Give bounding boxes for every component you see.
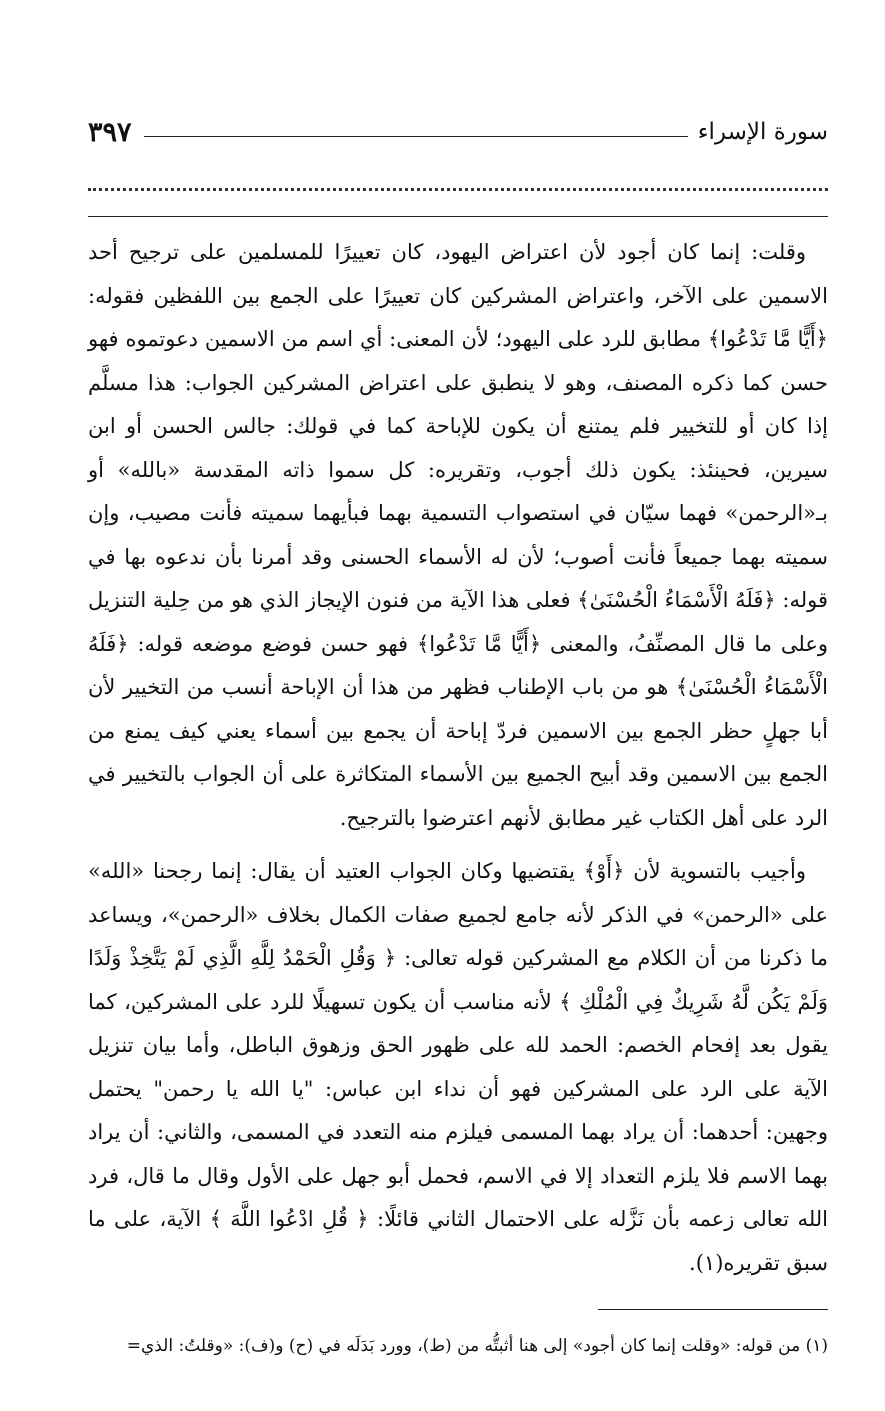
- header-rule: [144, 136, 688, 137]
- page-number: ٣٩٧: [88, 116, 132, 148]
- paragraph-2: وأجيب بالتسوية لأن ﴿أَوْ﴾ يقتضيها وكان الجواب العتيد أن يقال: إنما رجحنا «الله» على «الرحمن» في الذكر لأنه جامع لجميع صفات الكمال بخلاف «الرحمن»، ويساعد ما ذكرنا من أن الكلام مع المشركين قوله تعالى: ﴿ وَقُلِ الْحَمْدُ لِلَّهِ الَّذِي لَمْ يَتَّخِذْ وَلَدًا وَلَمْ يَكُن لَّهُ شَرِيكٌ فِي الْمُلْكِ ﴾ لأنه مناسب أن يكون تسهيلًا للرد على المشركين، كما يقول بعد إفحام الخصم: الحمد لله على ظهور الحق وزهوق الباطل، وأما بيان تنزيل الآية على الرد على المشركين فهو أن نداء ابن عباس: "يا الله يا رحمن" يحتمل وجهين: أحدهما: أن يراد بهما المسمى فيلزم منه التعدد في المسمى، والثاني: أن يراد بهما الاسم فلا يلزم التعداد إلا في الاسم، فحمل أبو جهل على الأول وقال ما قال، فرد الله تعالى زعمه بأن نَزَّله على الاحتمال الثاني قائلًا: ﴿ قُلِ ادْعُوا اللَّهَ ﴾ الآية، على ما سبق تقريره(١).: [88, 859, 828, 1275]
- footnote-1: (١) من قوله: «وقلت إنما كان أجود» إلى هنا أثبتُّه من (ط)، وورد بَدَلَه في (ح) و(ف): «وقلتُ: الذي=: [126, 1336, 828, 1356]
- paragraph-1: وقلت: إنما كان أجود لأن اعتراض اليهود، كان تعييرًا للمسلمين على ترجيح أحد الاسمين على الآخر، واعتراض المشركين كان تعييرًا على الجمع بين اللفظين فقوله: ﴿أَيًّا مَّا تَدْعُوا﴾ مطابق للرد على اليهود؛ لأن المعنى: أي اسم من الاسمين دعوتموه فهو حسن كما ذكره المصنف، وهو لا ينطبق على اعتراض المشركين الجواب: هذا مسلَّم إذا كان أو للتخيير فلم يمتنع أن يكون للإباحة كما في قولك: جالس الحسن أو ابن سيرين، فحينئذ: يكون ذلك أجوب، وتقريره: كل سموا ذاته المقدسة «بالله» أو بـ«الرحمن» فهما سيّان في استصواب التسمية بهما فبأيهما سميته فأنت مصيب، وإن سميته بهما جميعاً فأنت أصوب؛ لأن له الأسماء الحسنى وقد أمرنا بأن ندعوه بها في قوله: ﴿فَلَهُ الْأَسْمَاءُ الْحُسْنَىٰ﴾ فعلى هذا الآية من فنون الإيجاز الذي هو من حِلية التنزيل وعلى ما قال المصنِّفُ، والمعنى ﴿أَيًّا مَّا تَدْعُوا﴾ فهو حسن فوضع موضعه قوله: ﴿فَلَهُ الْأَسْمَاءُ الْحُسْنَىٰ﴾ هو من باب الإطناب فظهر من هذا أن الإباحة أنسب من التخيير لأن أبا جهلٍ حظر الجمع بين الاسمين فردّ إباحة أن يجمع بين أسماء يعني كيف يمنع من الجمع بين الاسمين وقد أبيح الجميع بين الأسماء المتكاثرة على أن الجواب بالتخيير في الرد على أهل الكتاب غير مطابق لأنهم اعترضوا بالترجيح.: [88, 240, 829, 830]
- running-header: [88, 110, 828, 154]
- solid-divider: [88, 216, 828, 217]
- main-text: [88, 231, 828, 1285]
- dotted-divider: [88, 188, 828, 191]
- book-page: [88, 110, 828, 1360]
- footnote-divider: [598, 1309, 828, 1310]
- surah-title: سورة الإسراء: [697, 119, 828, 145]
